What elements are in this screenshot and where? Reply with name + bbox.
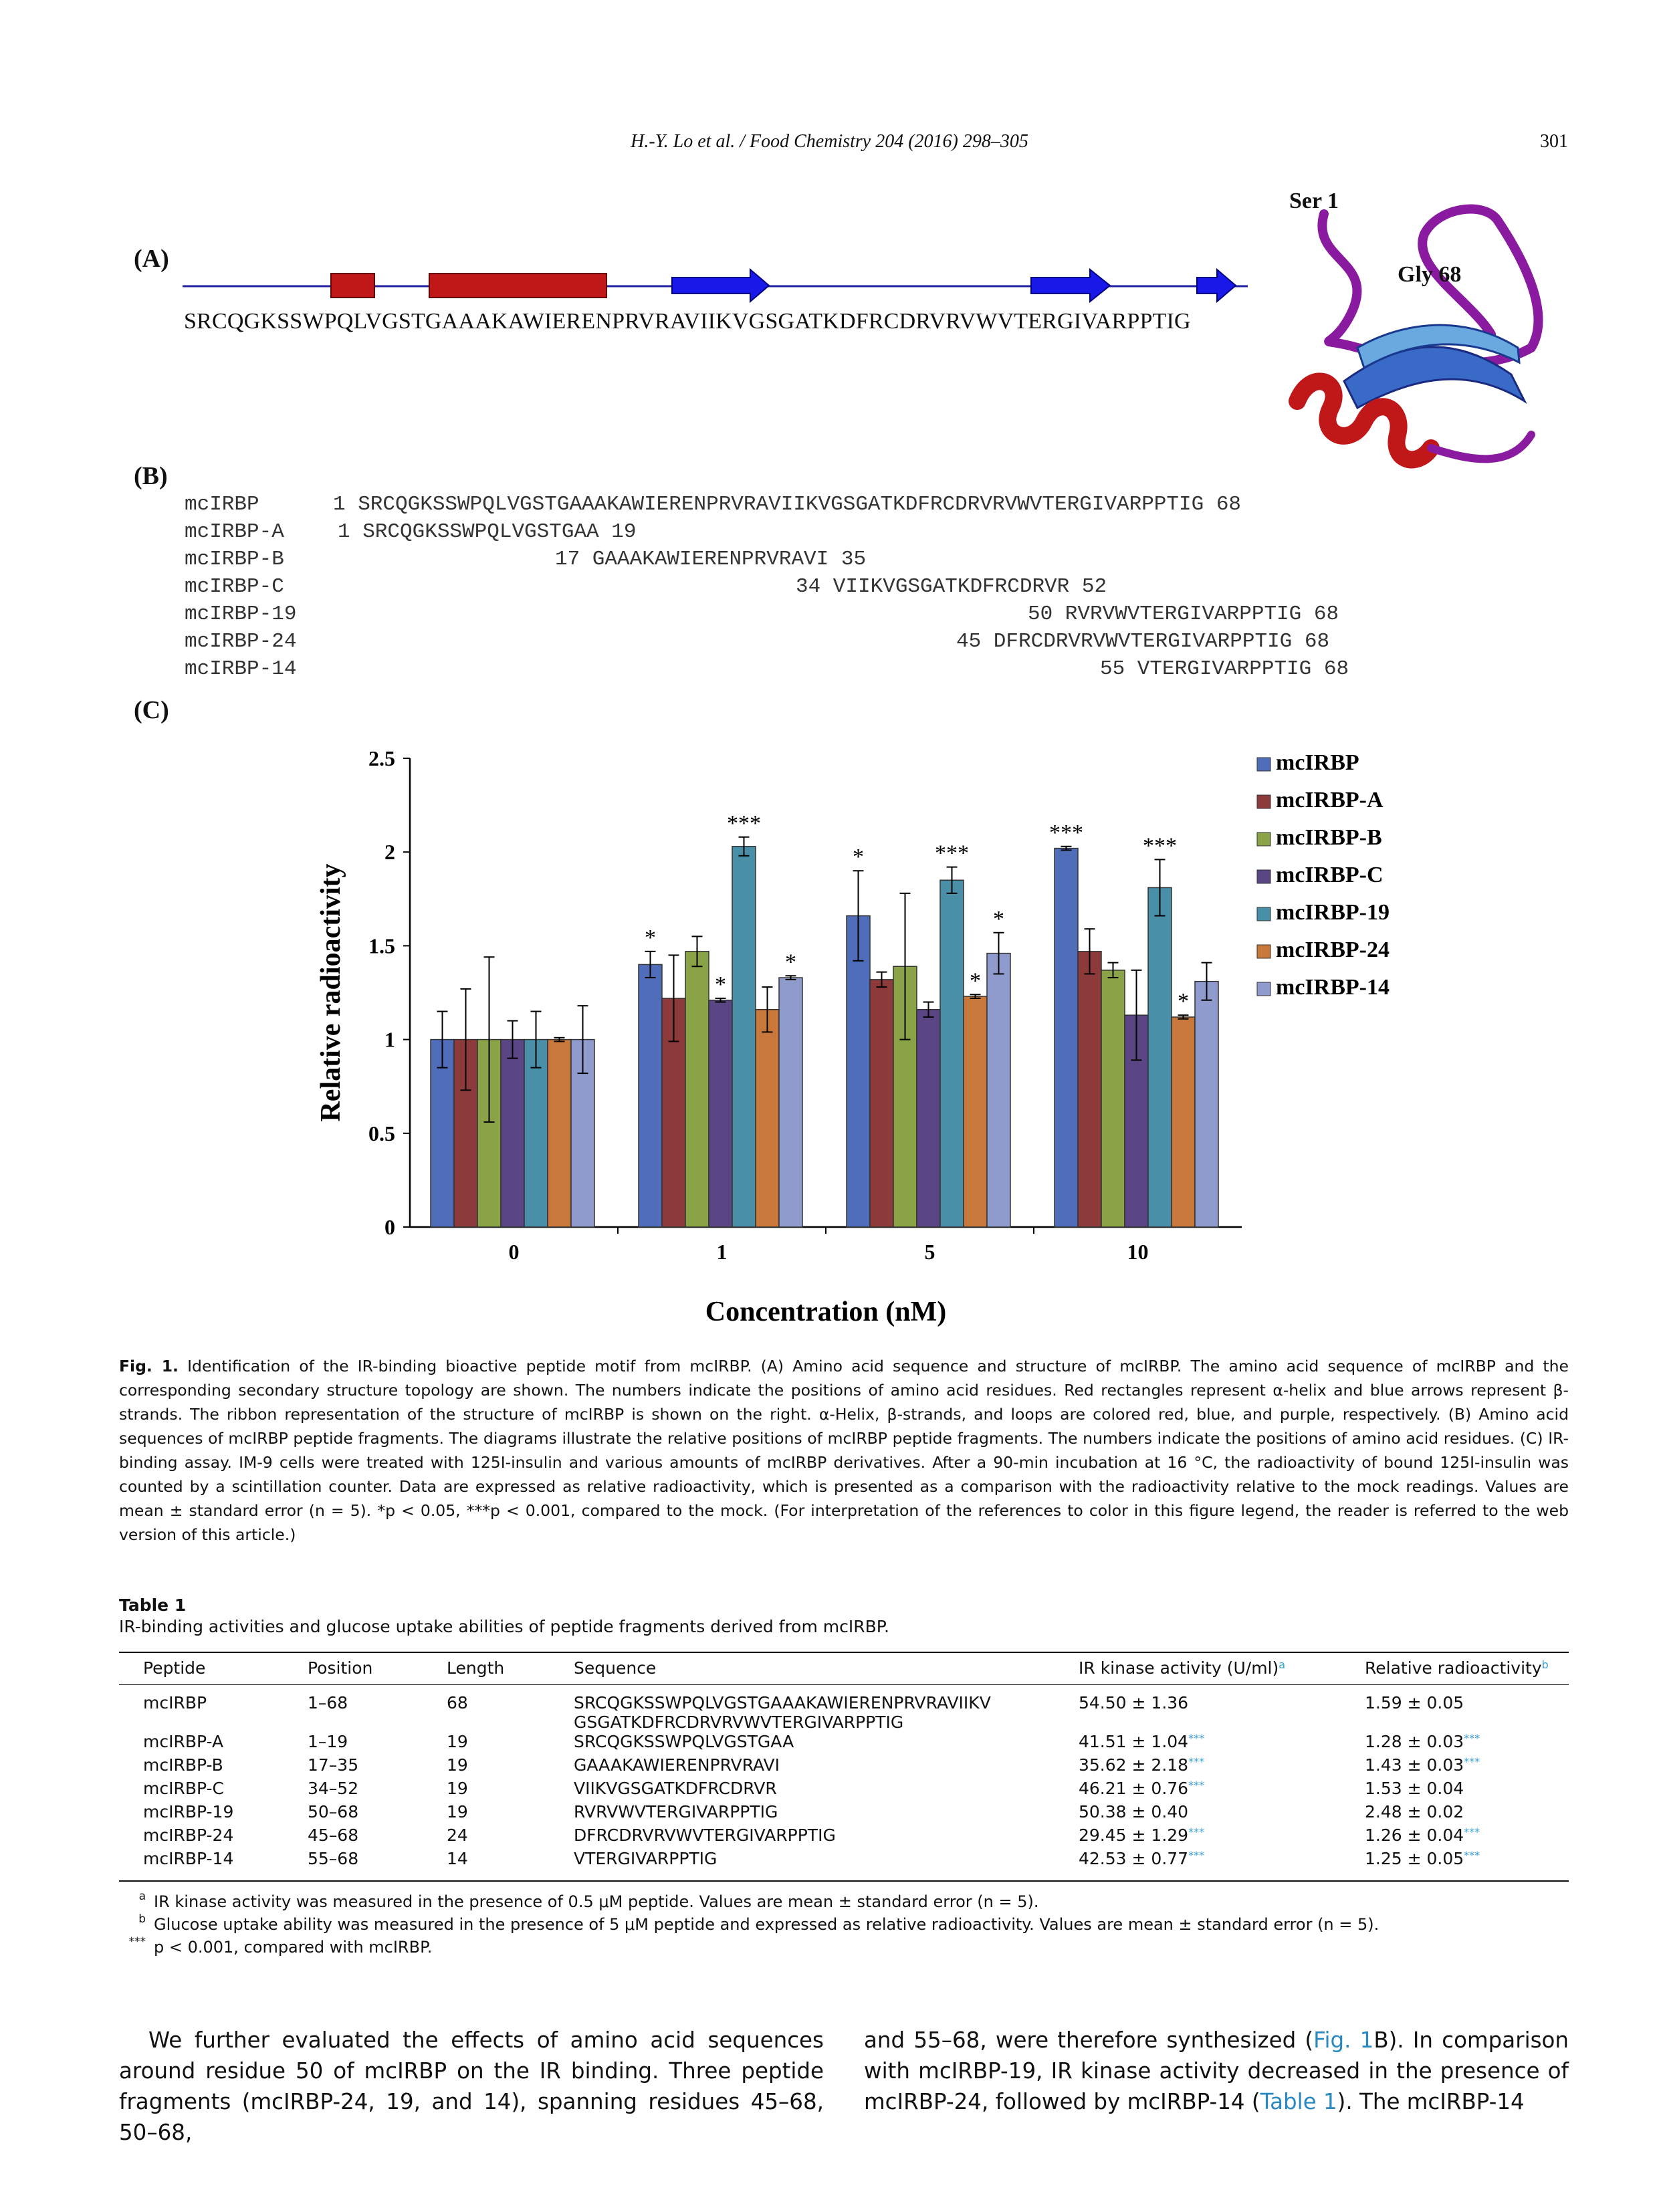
alignment-peptide-sequence: 45 DFRCDRVRVWVTERGIVARPPTIG 68	[956, 630, 1330, 653]
cell-sequence: SRCQGKSSWPQLVGSTGAAAKAWIERENPRVRAVIIKV GSGATKDFRCDRVRVWVTERGIVARPPTIG	[574, 1693, 991, 1732]
significance-mark: *	[993, 906, 1004, 931]
bar	[964, 996, 987, 1227]
legend-swatch	[1257, 982, 1270, 996]
cell-ir-kinase: 42.53 ± 0.77***	[1079, 1849, 1365, 1881]
cell-length: 24	[447, 1826, 468, 1845]
cell-ir-kinase: 41.51 ± 1.04***	[1079, 1732, 1205, 1751]
cell-position: 45–68	[308, 1826, 359, 1845]
cell-peptide: mcIRBP-24	[143, 1826, 234, 1845]
bar	[1055, 849, 1078, 1227]
th-relative-radioactivity: Relative radioactivity$^b$	[1365, 1652, 1569, 1685]
alignment-peptide-name: mcIRBP-14	[185, 657, 297, 681]
significance-mark: *	[645, 925, 656, 950]
table-row	[119, 1826, 1569, 1849]
y-axis-label: Relative radioactivity	[316, 863, 346, 1122]
bar	[779, 978, 802, 1227]
legend-label: mcIRBP	[1276, 750, 1359, 775]
ribbon-label-ser1: Ser 1	[1289, 189, 1339, 213]
significance-mark: *	[785, 950, 796, 975]
cell-length: 19	[447, 1802, 468, 1821]
alignment-peptide-sequence: 34 VIIKVGSGATKDFRCDRVR 52	[796, 575, 1107, 598]
alignment-peptide-name: mcIRBP-24	[185, 630, 297, 653]
cell-sequence: SRCQGKSSWPQLVGSTGAA	[574, 1732, 794, 1751]
significance-mark: ***	[727, 810, 761, 836]
bar	[1101, 970, 1125, 1227]
cell-ir-kinase: 29.45 ± 1.29***	[1079, 1826, 1205, 1845]
cell-peptide: mcIRBP-A	[143, 1732, 224, 1751]
bar	[501, 1040, 524, 1227]
th-peptide: Peptide	[119, 1652, 308, 1685]
body-column-2: and 55–68, were therefore synthesized (Fig. 1B). In comparison with mcIRBP-19, IR kinase activity decreased in the presence of mcIRBP-24, followed by mcIRBP-14 (Table 1). The mcIRBP-14	[864, 2027, 1569, 2114]
significance-mark: ***	[1049, 820, 1083, 845]
cell-position: 1–68	[308, 1693, 348, 1712]
table1-link[interactable]: Table 1	[1260, 2089, 1337, 2114]
y-tick-label: 2	[384, 840, 395, 865]
strand-1	[672, 269, 769, 302]
table-1	[119, 1652, 1569, 1882]
alignment-peptide-sequence: 1 SRCQGKSSWPQLVGSTGAAAKAWIERENPRVRAVIIKVGSGATKDFRCDRVRVWVTERGIVARPPTIG 68	[333, 493, 1242, 516]
loop-ribbon-tail	[1431, 435, 1531, 459]
legend-label: mcIRBP-A	[1276, 788, 1384, 812]
strand-2	[1031, 269, 1110, 302]
caption-text: Identification of the IR-binding bioactive peptide motif from mcIRBP. (A) Amino acid sequence and structure of mcIRBP. The amino acid sequence of mcIRBP and the corresponding secondary structure topology are shown. The numbers indicate the positions of amino acid residues. Red rectangles represent α-helix and blue arrows represent β-strands. The ribbon representation of the structure of mcIRBP is shown on the right. α-Helix, β-strands, and loops are colored red, blue, and purple, respectively. (B) Amino acid sequences of mcIRBP peptide fragments. The diagrams illustrate the relative positions of mcIRBP peptide fragments. The numbers indicate the positions of amino acid residues. (C) IR-binding assay. IM-9 cells were treated with 125I-insulin and various amounts of mcIRBP derivatives. After a 90-min incubation at 16 °C, the radioactivity of bound 125I-insulin was counted by a scintillation counter. Data are expressed as relative radioactivity, which is presented as a comparison with the radioactivity relative to the mock readings. Values are mean ± standard error (n = 5). *p < 0.05, ***p < 0.001, compared to the mock. (For interpretation of the references to color in this figure legend, the reader is referred to the web version of this article.)	[119, 1357, 1569, 1544]
legend-label: mcIRBP-C	[1276, 863, 1384, 887]
alignment-peptide-sequence: 17 GAAAKAWIERENPRVRAVI 35	[555, 548, 867, 571]
cell-length: 19	[447, 1732, 468, 1751]
y-tick-label: 1.5	[368, 933, 395, 958]
cell-relative-radioactivity: 1.28 ± 0.03***	[1365, 1732, 1480, 1751]
bar	[1078, 952, 1101, 1227]
y-tick-label: 1	[384, 1027, 395, 1052]
alignment-peptide-name: mcIRBP-C	[185, 575, 284, 598]
alignment-peptide-name: mcIRBP-19	[185, 602, 297, 626]
table-row	[119, 1732, 1569, 1755]
body-column-1: We further evaluated the effects of amino acid sequences around residue 50 of mcIRBP on the IR binding. Three peptide fragments (mcIRBP-24, 19, and 14), spanning residues 45–68, 50–68,	[119, 2027, 824, 2145]
strand-3	[1197, 269, 1236, 302]
cell-length: 19	[447, 1755, 468, 1775]
cell-sequence: RVRVWVTERGIVARPPTIG	[574, 1802, 778, 1821]
table-row	[119, 1849, 1569, 1881]
x-tick-label: 10	[1127, 1240, 1149, 1264]
bar	[1172, 1017, 1195, 1227]
cell-position: 50–68	[308, 1802, 359, 1821]
table-title: Table 1	[119, 1595, 187, 1615]
cell-peptide: mcIRBP-B	[143, 1755, 223, 1775]
legend-swatch	[1257, 907, 1270, 921]
significance-mark: *	[1178, 989, 1189, 1014]
helix-1	[331, 273, 374, 298]
cell-ir-kinase: 35.62 ± 2.18***	[1079, 1755, 1205, 1775]
cell-position: 55–68	[308, 1849, 447, 1881]
caption-label: Fig. 1.	[119, 1357, 179, 1375]
bar	[987, 954, 1010, 1227]
cell-sequence: VTERGIVARPPTIG	[574, 1849, 1079, 1881]
significance-mark: *	[970, 968, 981, 994]
panel-c-label: (C)	[134, 696, 169, 724]
bar	[1148, 887, 1172, 1227]
legend-label: mcIRBP-B	[1276, 825, 1382, 850]
x-tick-label: 1	[716, 1240, 728, 1264]
alignment-peptide-name: mcIRBP-A	[185, 520, 284, 544]
bar	[732, 847, 756, 1227]
bar	[940, 880, 964, 1227]
alignment-peptide-sequence: 50 RVRVWVTERGIVARPPTIG 68	[1028, 602, 1339, 626]
table-header-row	[119, 1652, 1569, 1685]
cell-relative-radioactivity: 1.25 ± 0.05***	[1365, 1849, 1569, 1881]
x-axis-label: Concentration (nM)	[705, 1297, 947, 1327]
ir-binding-bar-chart	[281, 736, 1484, 1337]
bar	[709, 1000, 732, 1227]
cell-sequence: VIIKVGSGATKDFRCDRVR	[574, 1779, 777, 1798]
panel-b-label: (B)	[134, 462, 168, 490]
table-row	[119, 1755, 1569, 1779]
legend-label: mcIRBP-19	[1276, 900, 1390, 925]
th-ir-kinase: IR kinase activity $(U/ml)^a$	[1079, 1652, 1365, 1685]
table-row	[119, 1802, 1569, 1826]
bar	[548, 1040, 571, 1227]
table-row	[119, 1685, 1569, 1733]
cell-relative-radioactivity: 1.43 ± 0.03***	[1365, 1755, 1480, 1775]
alignment-peptide-sequence: 1 SRCQGKSSWPQLVGSTGAA 19	[338, 520, 637, 544]
table-row	[119, 1779, 1569, 1802]
secondary-structure-topology	[181, 264, 1250, 311]
legend-swatch	[1257, 833, 1270, 846]
helix-2	[429, 273, 606, 298]
th-length: Length	[447, 1652, 574, 1685]
ribbon-structure	[1270, 181, 1551, 488]
th-sequence: Sequence	[574, 1652, 1079, 1685]
cell-relative-radioactivity: 1.59 ± 0.05	[1365, 1693, 1464, 1712]
bar	[639, 964, 662, 1227]
cell-relative-radioactivity: 1.26 ± 0.04***	[1365, 1826, 1480, 1845]
cell-relative-radioactivity: 2.48 ± 0.02	[1365, 1802, 1464, 1821]
x-tick-label: 5	[924, 1240, 935, 1264]
x-tick-label: 0	[508, 1240, 520, 1264]
cell-relative-radioactivity: 1.53 ± 0.04	[1365, 1779, 1464, 1798]
fig1-link[interactable]: Fig. 1	[1313, 2027, 1374, 2053]
alignment-peptide-sequence: 55 VTERGIVARPPTIG 68	[1100, 657, 1349, 681]
cell-position: 34–52	[308, 1779, 359, 1798]
bar	[917, 1010, 940, 1227]
cell-peptide: mcIRBP	[143, 1693, 207, 1712]
cell-sequence: GAAAKAWIERENPRVRAVI	[574, 1755, 780, 1775]
cell-ir-kinase: 54.50 ± 1.36	[1079, 1693, 1189, 1712]
bar	[685, 952, 709, 1227]
cell-sequence: DFRCDRVRVWVTERGIVARPPTIG	[574, 1826, 836, 1845]
alignment-peptide-name: mcIRBP	[185, 493, 259, 516]
table-footnote: *** p < 0.001, compared with mcIRBP.	[128, 1935, 433, 1957]
cell-peptide: mcIRBP-C	[143, 1779, 224, 1798]
alignment-peptide-name: mcIRBP-B	[185, 548, 284, 571]
cell-position: 17–35	[308, 1755, 359, 1775]
significance-mark: *	[853, 845, 864, 870]
figure-caption	[119, 1354, 1569, 1547]
panel-a-sequence: SRCQGKSSWPQLVGSTGAAAKAWIERENPRVRAVIIKVGSGATKDFRCDRVRVWVTERGIVARPPTIG	[184, 309, 1191, 334]
cell-peptide: mcIRBP-19	[143, 1802, 234, 1821]
bar	[1195, 982, 1218, 1227]
significance-mark: *	[715, 972, 726, 997]
legend-label: mcIRBP-24	[1276, 937, 1390, 962]
legend-swatch	[1257, 795, 1270, 808]
bar	[847, 916, 870, 1227]
ribbon-label-gly68: Gly 68	[1398, 262, 1462, 287]
cell-ir-kinase: 50.38 ± 0.40	[1079, 1802, 1189, 1821]
table-footnote: a IR kinase activity was measured in the presence of 0.5 μM peptide. Values are mean ± standard error (n = 5).	[138, 1890, 1039, 1911]
legend-swatch	[1257, 945, 1270, 958]
significance-mark: ***	[1143, 833, 1177, 859]
table-footnotes	[119, 1892, 1569, 1961]
bar	[870, 980, 893, 1227]
panel-a-label: (A)	[134, 245, 169, 273]
legend-swatch	[1257, 758, 1270, 771]
significance-mark: ***	[935, 841, 969, 866]
legend-label: mcIRBP-14	[1276, 975, 1390, 1000]
cell-length: 68	[447, 1693, 468, 1712]
cell-length: 19	[447, 1779, 468, 1798]
y-tick-label: 2.5	[368, 746, 395, 770]
cell-position: 1–19	[308, 1732, 348, 1751]
bar	[756, 1010, 779, 1227]
cell-peptide: mcIRBP-14	[119, 1849, 308, 1881]
running-header: H.-Y. Lo et al. / Food Chemistry 204 (2016) 298–305	[631, 131, 1028, 152]
y-tick-label: 0.5	[368, 1121, 395, 1145]
cell-length: 14	[447, 1849, 574, 1881]
legend-swatch	[1257, 870, 1270, 883]
th-position: Position	[308, 1652, 447, 1685]
table-subtitle: IR-binding activities and glucose uptake abilities of peptide fragments derived from mcIRBP.	[119, 1617, 889, 1636]
cell-ir-kinase: 46.21 ± 0.76***	[1079, 1779, 1205, 1798]
y-tick-label: 0	[384, 1215, 395, 1239]
table-footnote: b Glucose uptake ability was measured in the presence of 5 μM peptide and expressed as relative radioactivity. Values are mean ± standard error (n = 5).	[138, 1912, 1379, 1934]
page-number: 301	[1540, 131, 1568, 152]
